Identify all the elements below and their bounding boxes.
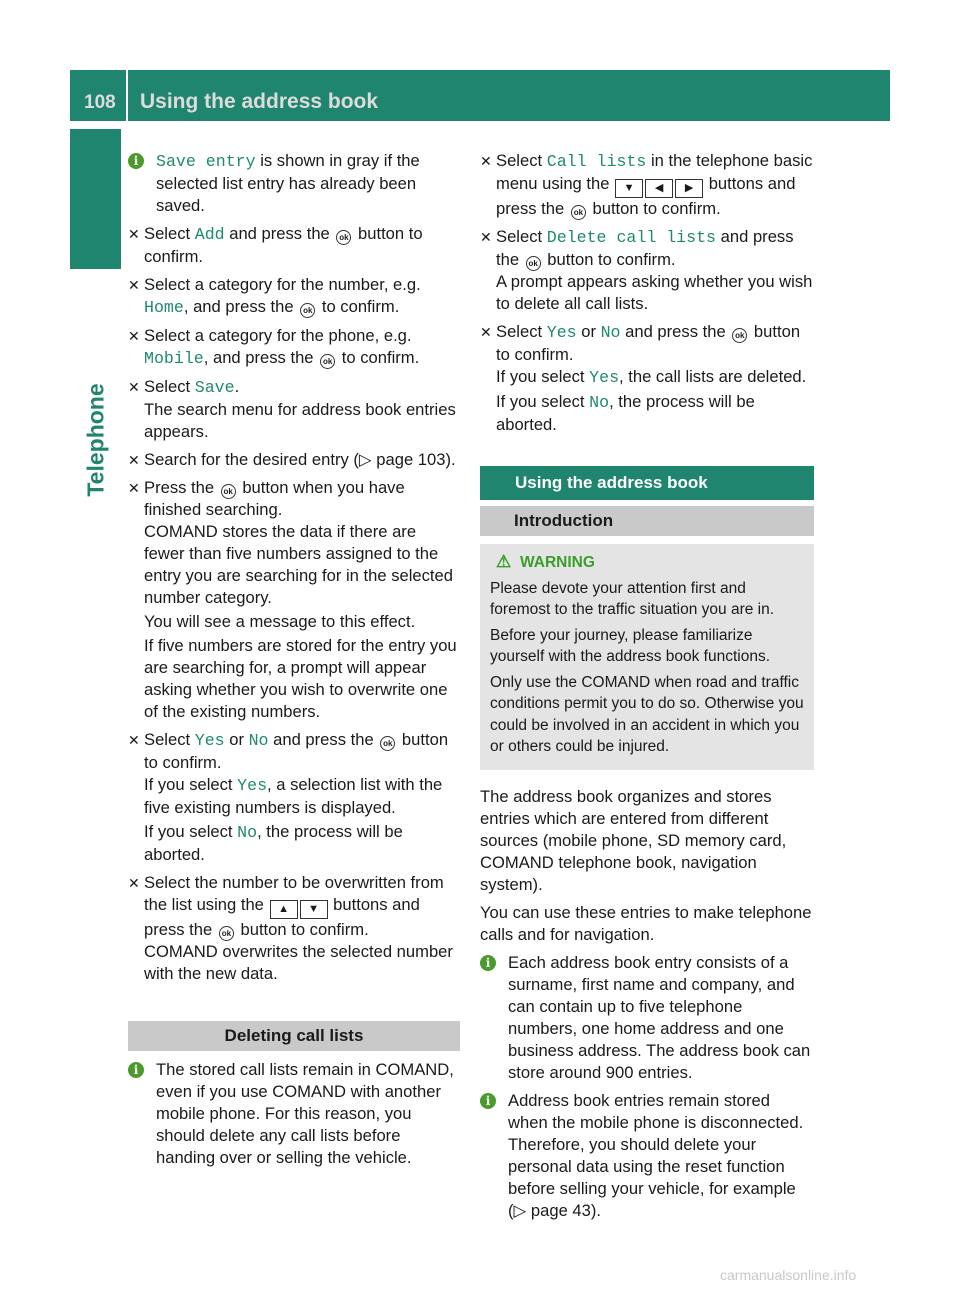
step-marker-icon: ✕	[480, 324, 492, 340]
step-marker-icon: ✕	[480, 153, 492, 169]
ok-button-icon: ok	[336, 230, 351, 245]
ok-button-icon: ok	[571, 205, 586, 220]
ok-button-icon: ok	[380, 736, 395, 751]
step: ✕ Select Save. The search menu for address book entries appears.	[128, 377, 456, 441]
step: ✕ Select the number to be overwritten from the list using the ▲ ▼ buttons and press the ok button to confirm. COMAND overwrites the selected number with the new data.	[128, 873, 453, 983]
info-note: i Save entry is shown in gray if the selected list entry has already been saved.	[128, 150, 460, 217]
step-marker-icon: ✕	[128, 379, 140, 395]
page-number: 108	[84, 92, 116, 113]
step: ✕ Press the ok button when you have finished searching. COMAND stores the data if there are fewer than five numbers assigned to the entry you are searching for in the selected number category. You will see a message to this effect. If five numbers are stored for the entry you are searching for, a prompt will appear asking whether you wish to overwrite one of the existing numbers.	[128, 478, 457, 721]
step-marker-icon: ✕	[128, 277, 140, 293]
left-column	[128, 150, 460, 1175]
step: ✕ Select Yes or No and press the ok button to confirm. If you select Yes, a selection list with the five existing numbers is displayed. If you select No, the process will be aborted.	[128, 730, 449, 864]
ok-button-icon: ok	[221, 484, 236, 499]
footer-watermark: carmanualsonline.info	[720, 1267, 857, 1283]
side-tab	[70, 129, 121, 269]
right-arrow-icon: ▶	[675, 179, 703, 198]
step-marker-icon: ✕	[128, 226, 140, 242]
info-icon: i	[480, 955, 496, 971]
page-title: Using the address book	[140, 90, 379, 113]
ok-button-icon: ok	[320, 354, 335, 369]
right-column	[480, 150, 814, 1228]
section-heading: Deleting call lists	[128, 1021, 460, 1051]
warning-box: ⚠ WARNING Please devote your attention first and foremost to the traffic situation you are in. Before your journey, please familiarize yourself with the address book functions. Only use the COMAND when road and traffic conditions permit you to do so. Otherwise you could be involved in an accident in which you or others could be injured.	[480, 544, 814, 770]
step: ✕ Select Yes or No and press the ok button to confirm. If you select Yes, the call lists are deleted. If you select No, the process will be aborted.	[480, 322, 807, 434]
step: ✕ Select a category for the number, e.g. Home, and press the ok to confirm.	[128, 275, 421, 317]
step-marker-icon: ✕	[480, 229, 492, 245]
step: ✕ Select Delete call lists and press the ok button to confirm. A prompt appears asking whether you wish to delete all call lists.	[480, 227, 813, 313]
step: ✕ Select Add and press the ok button to confirm.	[128, 224, 423, 266]
side-label: Telephone	[82, 383, 109, 497]
step: ✕ Select a category for the phone, e.g. Mobile, and press the ok to confirm.	[128, 326, 420, 368]
step-marker-icon: ✕	[128, 480, 140, 496]
ok-button-icon: ok	[526, 256, 541, 271]
ok-button-icon: ok	[732, 328, 747, 343]
left-arrow-icon: ◀	[645, 179, 673, 198]
step-marker-icon: ✕	[128, 452, 140, 468]
step-marker-icon: ✕	[128, 732, 140, 748]
page-header	[70, 70, 890, 121]
subsection-heading: Introduction	[480, 506, 814, 536]
warning-icon: ⚠	[496, 552, 512, 571]
header-divider	[126, 70, 128, 121]
up-arrow-icon: ▲	[270, 900, 298, 919]
section-heading-green: Using the address book	[480, 466, 814, 500]
paragraph: You can use these entries to make telephone calls and for navigation.	[480, 902, 812, 944]
ok-button-icon: ok	[300, 303, 315, 318]
ok-button-icon: ok	[219, 926, 234, 941]
step-marker-icon: ✕	[128, 875, 140, 891]
page-reference[interactable]: ▷ page 43	[513, 1200, 591, 1220]
info-note: i Address book entries remain stored when the mobile phone is disconnected. Therefore, you should delete your personal data using the reset function before selling your vehicle, for example (▷ page 43).	[480, 1090, 814, 1222]
info-icon: i	[480, 1093, 496, 1109]
step: ✕ Search for the desired entry (▷ page 103).	[128, 450, 456, 469]
info-icon: i	[128, 1062, 144, 1078]
info-note: i Each address book entry consists of a surname, first name and company, and can contain up to five telephone numbers, one home address and one business address. The address book can store around 900 entries.	[480, 952, 814, 1084]
down-arrow-icon: ▼	[300, 900, 328, 919]
info-note: i The stored call lists remain in COMAND, even if you use COMAND with another mobile phone. For this reason, you should delete any call lists before handing over or selling the vehicle.	[128, 1059, 460, 1169]
paragraph: The address book organizes and stores entries which are entered from different sources (mobile phone, SD memory card, COMAND telephone book, navigation system).	[480, 786, 787, 894]
page-reference[interactable]: ▷ page 103	[358, 450, 446, 469]
info-icon: i	[128, 153, 144, 169]
down-arrow-icon: ▼	[615, 179, 643, 198]
step: ✕ Select Call lists in the telephone basic menu using the ▼ ◀ ▶ buttons and press the ok button to confirm.	[480, 151, 813, 218]
step-marker-icon: ✕	[128, 328, 140, 344]
